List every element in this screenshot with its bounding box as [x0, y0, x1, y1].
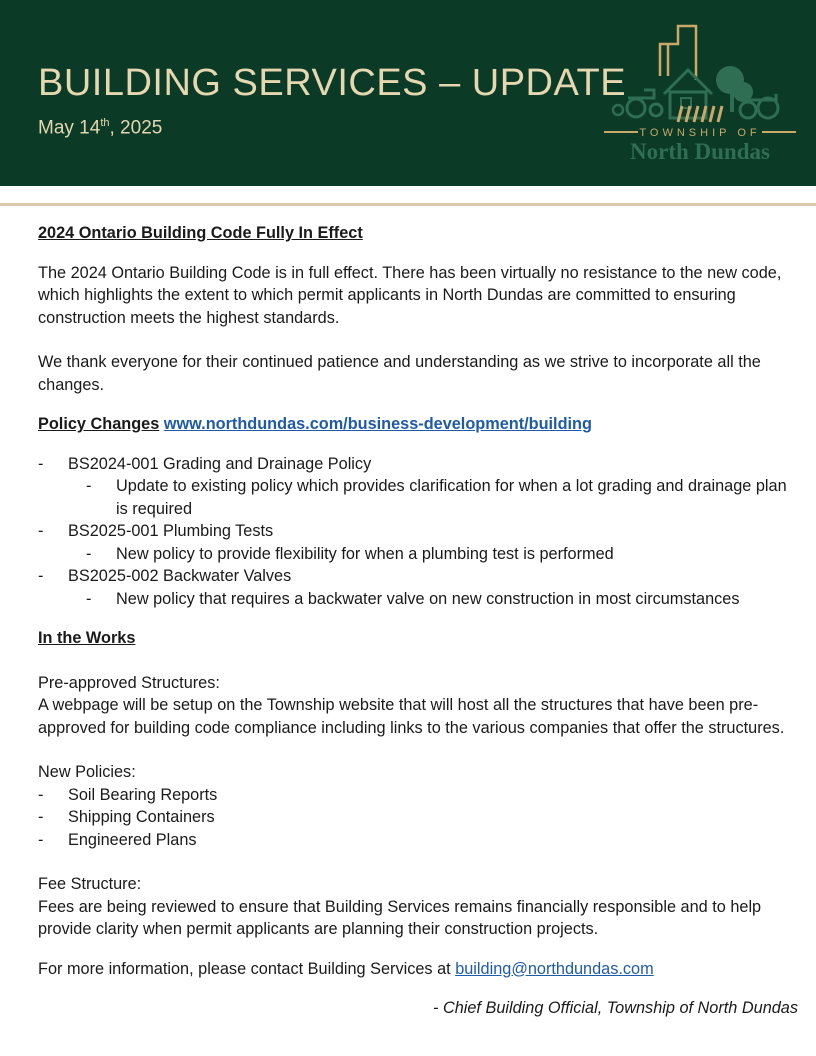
list-item: - Engineered Plans: [38, 830, 197, 849]
email-link[interactable]: building@northdundas.com: [455, 959, 654, 978]
issue-date: May 14th, 2025: [38, 117, 163, 139]
list-subitem: - New policy that requires a backwater valve on new construction in most circumstances: [86, 589, 740, 608]
subheading: New Policies:: [38, 763, 136, 781]
list-item: - Soil Bearing Reports: [38, 785, 218, 804]
township-logo: [598, 18, 802, 164]
subheading: Fee Structure:: [38, 875, 142, 893]
policy-heading-line: [38, 413, 798, 436]
header-banner: [0, 0, 816, 186]
paragraph: The 2024 Ontario Building Code is in full effect. There has been virtually no resistance to the new code, which highlights the extent to which permit applicants in North Dundas are committed to ensuring construction meets the highest standards.: [38, 263, 782, 327]
list-item: - Shipping Containers: [38, 808, 215, 826]
article: [38, 222, 798, 1020]
page-title: BUILDING SERVICES – UPDATE: [38, 62, 627, 104]
subheading: Pre-approved Structures:: [38, 673, 220, 692]
paragraph: A webpage will be setup on the Township website that will host all the structures that have been pre-approved for building code compliance including links to the various companies that offer the structures.: [38, 696, 785, 737]
new-policies-list: [38, 784, 798, 852]
section-heading: 2024 Ontario Building Code Fully In Effect: [38, 224, 363, 242]
paragraph: We thank everyone for their continued patience and understanding as we strive to incorporate all the changes.: [38, 353, 761, 394]
logo-name: North Dundas: [630, 139, 770, 164]
list-item: - BS2024-001 Grading and Drainage Policy: [38, 454, 372, 473]
list-subitem: - Update to existing policy which provides clarification for when a lot grading and drainage plan is required: [86, 477, 787, 518]
policy-list: [38, 453, 798, 611]
section-heading: Policy Changes: [38, 415, 160, 433]
section-heading: In the Works: [38, 629, 136, 647]
list-subitem: - New policy to provide flexibility for when a plumbing test is performed: [86, 544, 614, 563]
logo-top-text: TOWNSHIP OF: [639, 127, 761, 139]
paragraph: Fees are being reviewed to ensure that Building Services remains financially responsible and to help provide clarity when permit applicants are planning their construction projects.: [38, 897, 762, 938]
contact-line: For more information, please contact Building Services at building@northdundas.com: [38, 959, 654, 978]
signature: - Chief Building Official, Township of North Dundas: [433, 999, 798, 1017]
policy-link[interactable]: www.northdundas.com/business-development/building: [163, 415, 592, 433]
divider: [0, 203, 816, 206]
list-item: - BS2025-001 Plumbing Tests: [38, 522, 274, 540]
list-item: - BS2025-002 Backwater Valves: [38, 567, 292, 585]
